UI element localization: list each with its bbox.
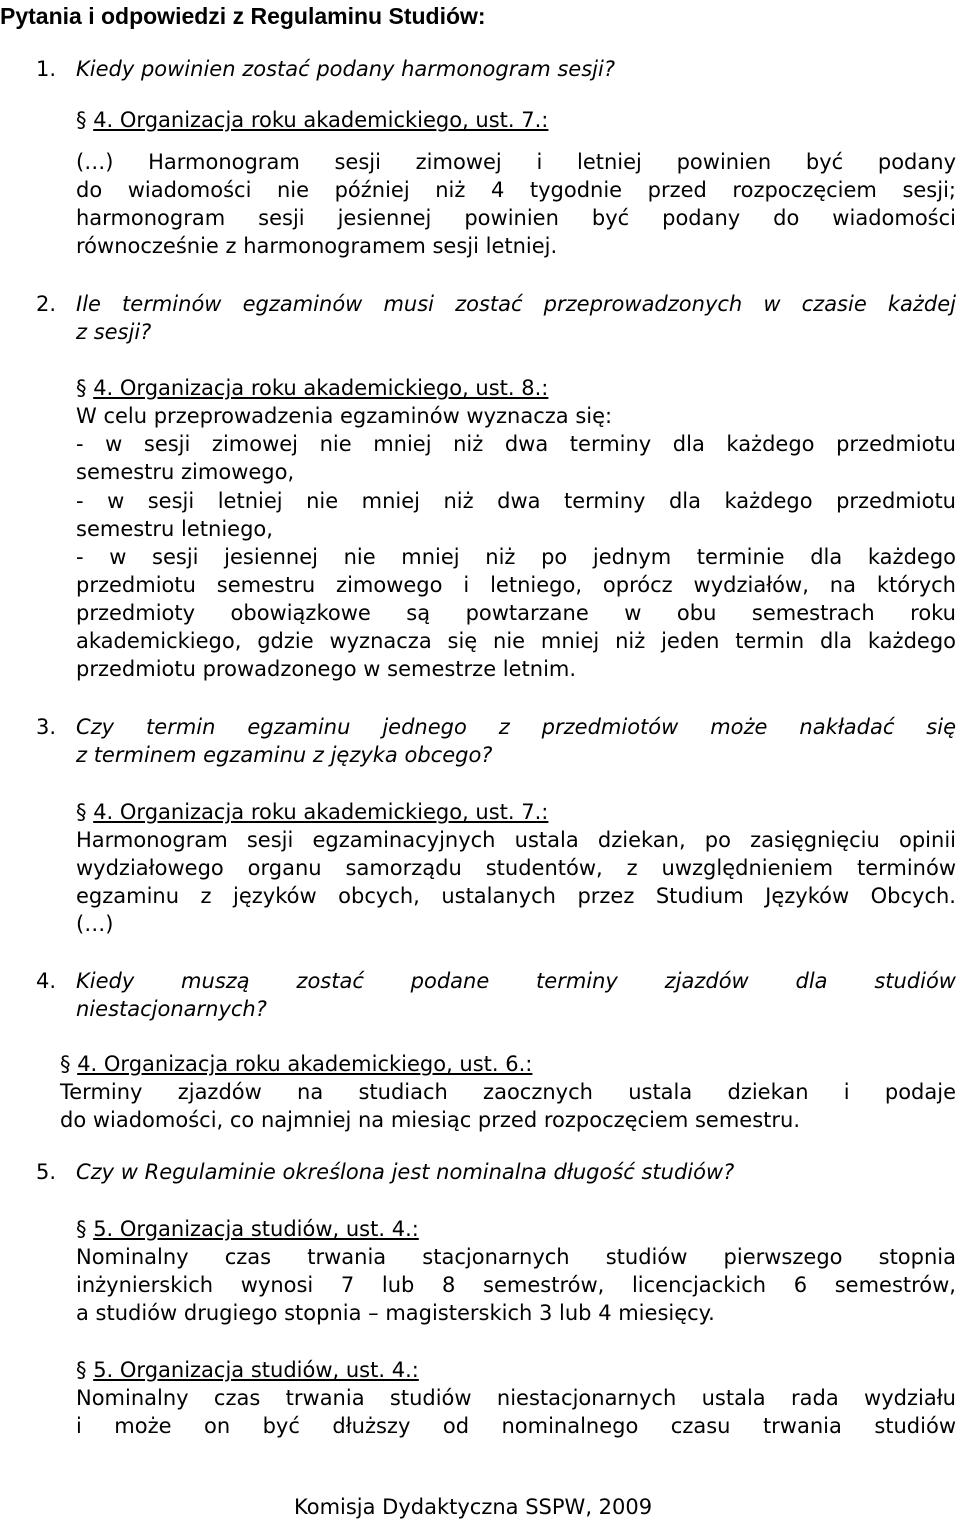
reference-text: 5. Organizacja studiów, ust. 4.:	[93, 1358, 419, 1382]
question-2-number: 2.	[36, 292, 57, 316]
question-5-text: Czy w Regulaminie określona jest nominalna długość studiów?	[76, 1160, 735, 1184]
section-sign: §	[76, 376, 87, 400]
question-2-answer-line-8: przedmioty obowiązkowe są powtarzane w obu semestrach roku	[76, 601, 956, 625]
question-5-answer-2-line-1: Nominalny czas trwania studiów niestacjonarnych ustala rada wydziału	[76, 1386, 956, 1410]
section-sign: §	[60, 1052, 71, 1076]
section-sign: §	[76, 108, 87, 132]
section-sign: §	[76, 1217, 87, 1241]
question-1-answer-line-2: do wiadomości nie później niż 4 tygodnie przed rozpoczęciem sesji;	[76, 178, 956, 202]
question-5-answer-2-line-2: i może on być dłuższy od nominalnego czasu trwania studiów	[76, 1414, 956, 1438]
question-3-answer-line-1: Harmonogram sesji egzaminacyjnych ustala dziekan, po zasięgnięciu opinii	[76, 828, 956, 852]
question-1-answer-line-3: harmonogram sesji jesiennej powinien być podany do wiadomości	[76, 206, 956, 230]
question-5-reference-1	[76, 1215, 419, 1243]
question-1-answer-line-4: równocześnie z harmonogramem sesji letniej.	[76, 234, 558, 258]
question-4-text-line-1: Kiedy muszą zostać podane terminy zjazdów dla studiów	[76, 969, 956, 993]
question-2-text-line-1: Ile terminów egzaminów musi zostać przeprowadzonych w czasie każdej	[76, 292, 956, 316]
question-1-answer-line-1: (…) Harmonogram sesji zimowej i letniej powinien być podany	[76, 150, 956, 174]
question-2-text-line-2: z sesji?	[76, 320, 152, 344]
question-2-answer-line-2: - w sesji zimowej nie mniej niż dwa terminy dla każdego przedmiotu	[76, 432, 956, 456]
question-2-answer-line-7: przedmiotu semestru zimowego i letniego, oprócz wydziałów, na których	[76, 573, 956, 597]
reference-text: 5. Organizacja studiów, ust. 4.:	[93, 1217, 419, 1241]
question-5-answer-1-line-3: a studiów drugiego stopnia – magisterskich 3 lub 4 miesięcy.	[76, 1301, 715, 1325]
question-5-reference-2	[76, 1356, 419, 1384]
question-3-text-line-1: Czy termin egzaminu jednego z przedmiotów może nakładać się	[76, 715, 956, 739]
question-2-answer-line-10: przedmiotu prowadzonego w semestrze letnim.	[76, 657, 577, 681]
reference-text: 4. Organizacja roku akademickiego, ust. 7.:	[93, 108, 549, 132]
question-3-answer-line-2: wydziałowego organu samorządu studentów, z uwzględnieniem terminów	[76, 856, 956, 880]
question-4-answer-line-2: do wiadomości, co najmniej na miesiąc przed rozpoczęciem semestru.	[60, 1108, 801, 1132]
section-sign: §	[76, 1358, 87, 1382]
reference-text: 4. Organizacja roku akademickiego, ust. 6.:	[77, 1052, 533, 1076]
question-2-answer-line-1: W celu przeprowadzenia egzaminów wyznacza się:	[76, 404, 613, 428]
reference-text: 4. Organizacja roku akademickiego, ust. 7.:	[93, 800, 549, 824]
reference-text: 4. Organizacja roku akademickiego, ust. 8.:	[93, 376, 549, 400]
question-2-reference	[76, 374, 548, 402]
question-2-answer-line-5: semestru letniego,	[76, 517, 273, 541]
question-5-answer-1-line-2: inżynierskich wynosi 7 lub 8 semestrów, licencjackich 6 semestrów,	[76, 1273, 956, 1297]
question-2-answer-line-9: akademickiego, gdzie wyznacza się nie mniej niż jeden termin dla każdego	[76, 629, 956, 653]
page-title: Pytania i odpowiedzi z Regulaminu Studiów:	[0, 3, 486, 29]
question-1-text: Kiedy powinien zostać podany harmonogram sesji?	[76, 57, 615, 81]
question-4-number: 4.	[36, 969, 57, 993]
question-5-number: 5.	[36, 1160, 57, 1184]
question-1-number: 1.	[36, 57, 57, 81]
question-3-number: 3.	[36, 715, 57, 739]
question-4-reference	[60, 1050, 532, 1078]
page-footer: Komisja Dydaktyczna SSPW, 2009	[294, 1495, 653, 1519]
question-2-answer-line-4: - w sesji letniej nie mniej niż dwa terminy dla każdego przedmiotu	[76, 489, 956, 513]
question-4-text-line-2: niestacjonarnych?	[76, 997, 267, 1021]
question-3-reference	[76, 798, 548, 826]
question-3-text-line-2: z terminem egzaminu z języka obcego?	[76, 743, 493, 767]
question-1-reference	[76, 106, 548, 134]
question-5-answer-1-line-1: Nominalny czas trwania stacjonarnych studiów pierwszego stopnia	[76, 1245, 956, 1269]
section-sign: §	[76, 800, 87, 824]
question-2-answer-line-6: - w sesji jesiennej nie mniej niż po jednym terminie dla każdego	[76, 545, 956, 569]
question-3-answer-line-4: (…)	[76, 912, 114, 936]
question-3-answer-line-3: egzaminu z języków obcych, ustalanych przez Studium Języków Obcych.	[76, 884, 956, 908]
question-2-answer-line-3: semestru zimowego,	[76, 460, 295, 484]
question-4-answer-line-1: Terminy zjazdów na studiach zaocznych ustala dziekan i podaje	[60, 1080, 956, 1104]
